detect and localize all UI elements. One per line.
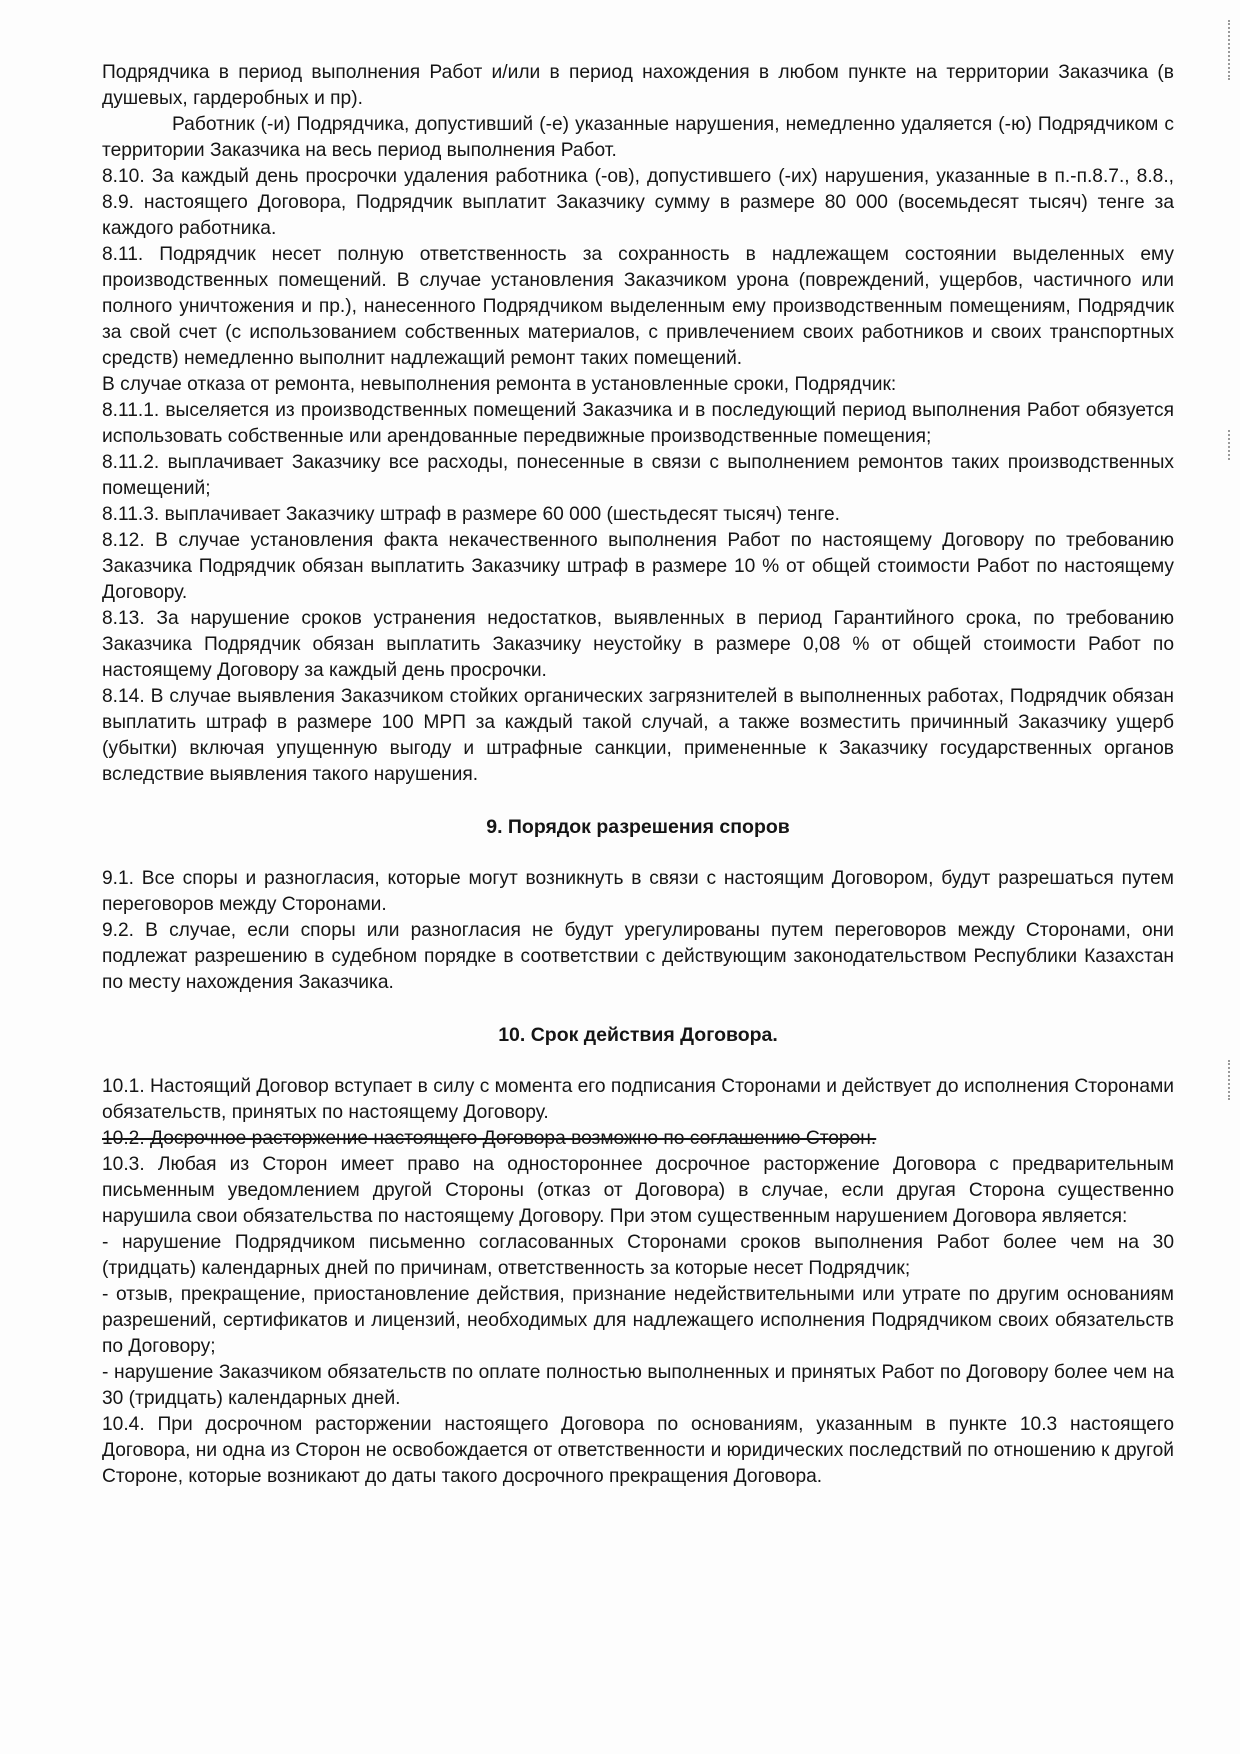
paragraph-worker-removal: Работник (-и) Подрядчика, допустивший (-е) указанные нарушения, немедленно удаляется (-ю) Подрядчиком с территории Заказчика на весь период выполнения Работ. (102, 114, 1174, 161)
clause-8-14: 8.14. В случае выявления Заказчиком стойких органических загрязнителей в выполненных работах, Подрядчик обязан выплатить штраф в размере 100 МРП за каждый такой случай, а также возместить причинный Заказчику ущерб (убытки) включая упущенную выгоду и штрафные санкции, примененные к Заказчику государственных органов вследствие выявления такого нарушения. (102, 686, 1174, 785)
clause-9-1: 9.1. Все споры и разногласия, которые могут возникнуть в связи с настоящим Договором, будут разрешаться путем переговоров между Сторонами. (102, 868, 1174, 915)
bullet-customer-payment: - нарушение Заказчиком обязательств по оплате полностью выполненных и принятых Работ по Договору более чем на 30 (тридцать) календарных дней. (102, 1362, 1174, 1409)
section-10-heading: 10. Срок действия Договора. (498, 1024, 778, 1046)
scan-edge-mark (1228, 20, 1232, 80)
clause-10-4: 10.4. При досрочном расторжении настоящего Договора по основаниям, указанным в пункте 10.3 настоящего Договора, ни одна из Сторон не освобождается от ответственности и юридических последствий по отношению к другой Стороне, которые возникают до даты такого досрочного прекращения Договора. (102, 1414, 1174, 1487)
bullet-license-revocation: - отзыв, прекращение, приостановление действия, признание недействительными или утрате по другим основаниям разрешений, сертификатов и лицензий, необходимых для надлежащего исполнения Подрядчиком своих обязательств по Договору; (102, 1284, 1174, 1357)
scan-edge-mark (1228, 430, 1232, 460)
clause-8-11: 8.11. Подрядчик несет полную ответственность за сохранность в надлежащем состоянии выделенных ему производственных помещений. В случае установления Заказчиком урона (повреждений, ущербов, частичного или полного уничтожения и пр.), нанесенного Подрядчиком выделенным ему производственным помещениям, Подрядчик за свой счет (с использованием собственных материалов, с привлечением своих работников и своих транспортных средств) немедленно выполнит надлежащий ремонт таких помещений. (102, 244, 1174, 369)
section-9-heading: 9. Порядок разрешения споров (486, 816, 790, 838)
spacer (102, 788, 1174, 814)
clause-10-3: 10.3. Любая из Сторон имеет право на одностороннее досрочное расторжение Договора с предварительным письменным уведомлением другой Стороны (отказ от Договора) в случае, если другая Сторона существенно нарушила свои обязательства по настоящему Договору. При этом существенным нарушением Договора является: (102, 1154, 1174, 1227)
spacer (102, 840, 1174, 866)
paragraph-8-9-continuation: Подрядчика в период выполнения Работ и/или в период нахождения в любом пункте на территории Заказчика (в душевых, гардеробных и пр). (102, 62, 1174, 109)
clause-8-11-3: 8.11.3. выплачивает Заказчику штраф в размере 60 000 (шестьдесят тысяч) тенге. (102, 504, 841, 525)
clause-10-1: 10.1. Настоящий Договор вступает в силу с момента его подписания Сторонами и действует до исполнения Сторонами обязательств, принятых по настоящему Договору. (102, 1076, 1174, 1123)
clause-8-13: 8.13. За нарушение сроков устранения недостатков, выявленных в период Гарантийного срока, по требованию Заказчика Подрядчик обязан выплатить Заказчику неустойку в размере 0,08 % от общей стоимости Работ по настоящему Договору за каждый день просрочки. (102, 608, 1174, 681)
clause-10-2-struck: 10.2. Досрочное расторжение настоящего Договора возможно по соглашению Сторон. (102, 1128, 877, 1149)
bullet-contractor-delay: - нарушение Подрядчиком письменно согласованных Сторонами сроков выполнения Работ более чем на 30 (тридцать) календарных дней по причинам, ответственность за которые несет Подрядчик; (102, 1232, 1174, 1279)
clause-8-11-1: 8.11.1. выселяется из производственных помещений Заказчика и в последующий период выполнения Работ обязуется использовать собственные или арендованные передвижные производственные помещения; (102, 400, 1174, 447)
clause-9-2: 9.2. В случае, если споры или разногласия не будут урегулированы путем переговоров между Сторонами, они подлежат разрешению в судебном порядке в соответствии с действующим законодательством Республики Казахстан по месту нахождения Заказчика. (102, 920, 1174, 993)
spacer (102, 1048, 1174, 1074)
clause-8-10: 8.10. За каждый день просрочки удаления работника (-ов), допустившего (-их) нарушения, указанные в п.-п.8.7., 8.8., 8.9. настоящего Договора, Подрядчик выплатит Заказчику сумму в размере 80 000 (восемьдесят тысяч) тенге за каждого работника. (102, 166, 1174, 239)
document-body (102, 60, 1174, 1490)
clause-8-12: 8.12. В случае установления факта некачественного выполнения Работ по настоящему Договору по требованию Заказчика Подрядчик обязан выплатить Заказчику штраф в размере 10 % от общей стоимости Работ по настоящему Договору. (102, 530, 1174, 603)
scan-edge-mark (1228, 1060, 1232, 1100)
paragraph-repair-refusal: В случае отказа от ремонта, невыполнения ремонта в установленные сроки, Подрядчик: (102, 374, 897, 395)
spacer (102, 996, 1174, 1022)
clause-8-11-2: 8.11.2. выплачивает Заказчику все расходы, понесенные в связи с выполнением ремонтов таких производственных помещений; (102, 452, 1174, 499)
